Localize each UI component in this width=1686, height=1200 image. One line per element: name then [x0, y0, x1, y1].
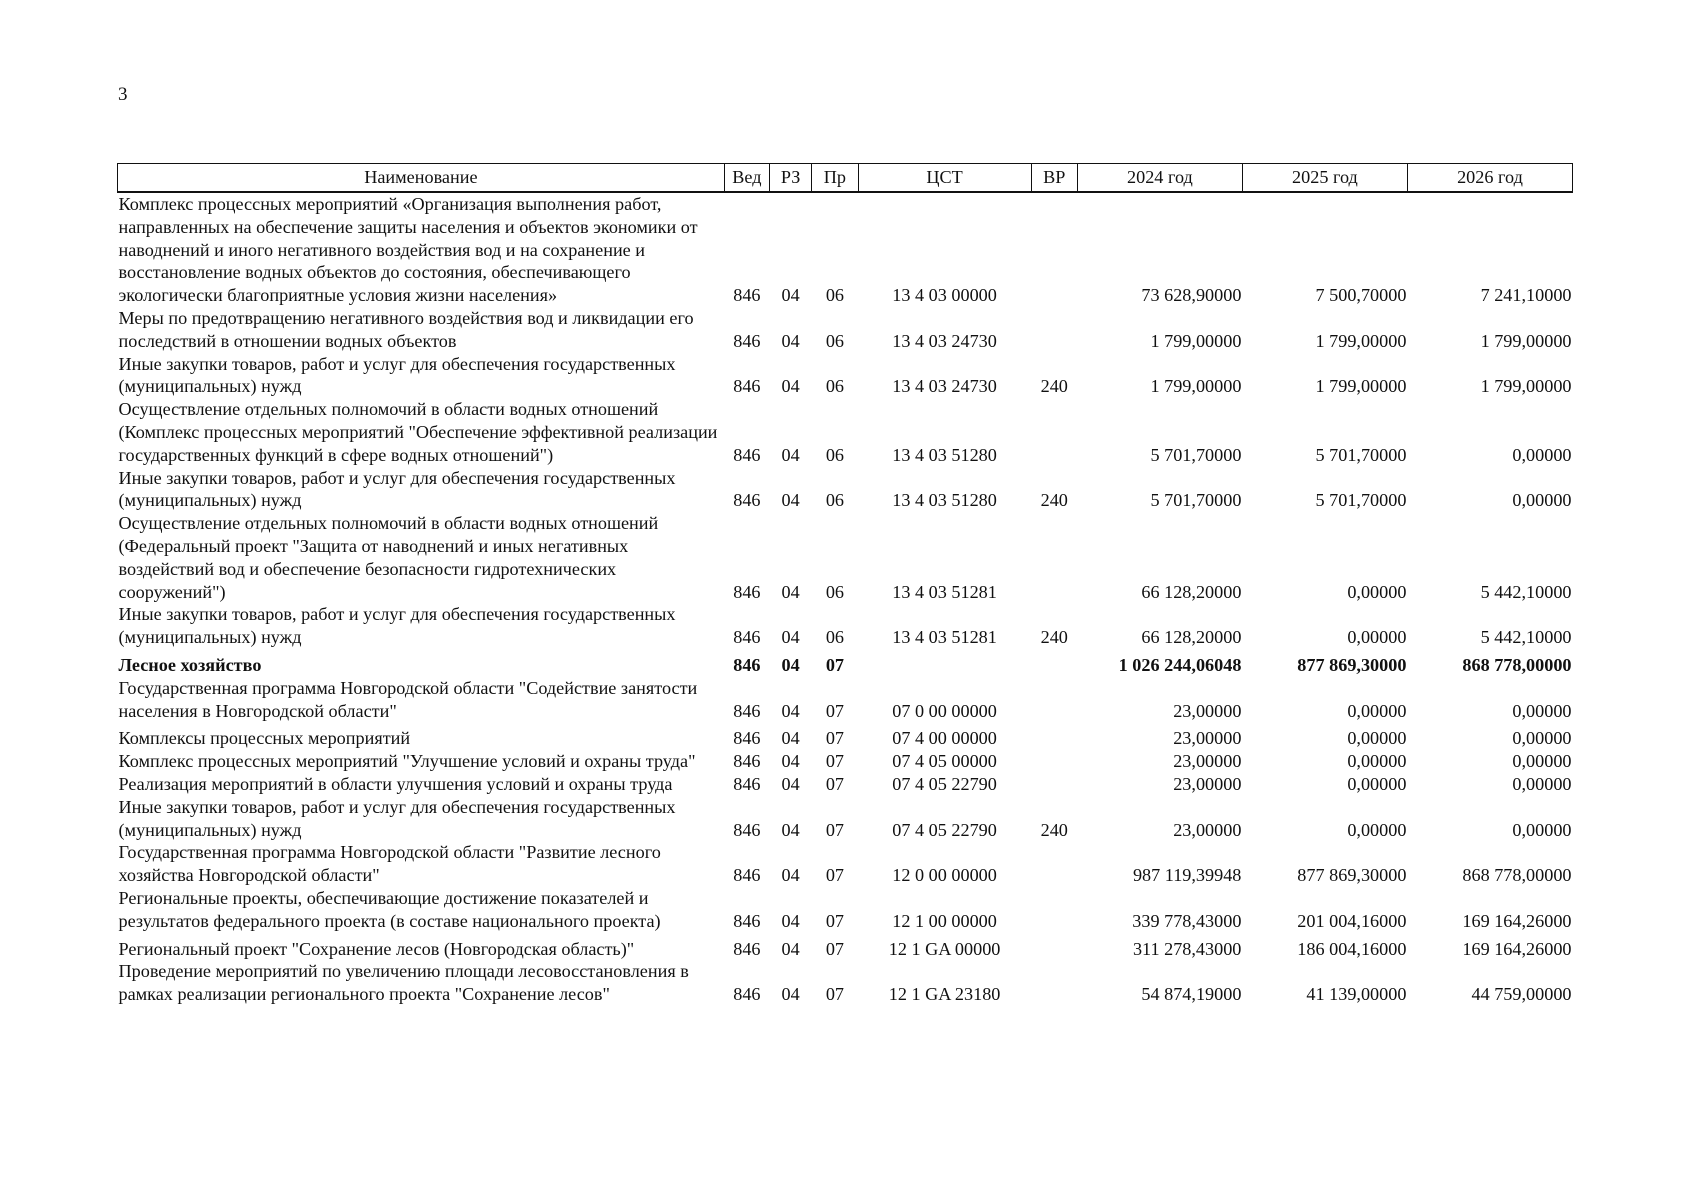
cell-cst: 13 4 03 24730 [892, 376, 997, 397]
cell-2025: 5 701,70000 [1315, 490, 1407, 511]
cell-2024: 5 701,70000 [1150, 444, 1242, 465]
cell-rz: 04 [781, 819, 800, 840]
cell-pr: 07 [825, 700, 844, 721]
cell-cst [858, 649, 1031, 677]
cell-vr [1031, 887, 1077, 933]
cell-2026: 0,00000 [1512, 773, 1572, 794]
cell-ved: 846 [733, 330, 761, 351]
cell-rz: 04 [781, 444, 800, 465]
cell-2024: 23,00000 [1173, 773, 1242, 794]
cell-vr: 240 [1040, 627, 1068, 648]
table-row [118, 467, 1573, 513]
cell-2026: 0,00000 [1512, 490, 1572, 511]
cell-rz: 04 [781, 581, 800, 602]
table-row [118, 722, 1573, 750]
cell-2025: 0,00000 [1347, 627, 1407, 648]
header-vr: ВР [1031, 164, 1077, 193]
cell-ved: 846 [733, 490, 761, 511]
cell-rz: 04 [781, 751, 800, 772]
page-number: 3 [118, 84, 128, 105]
header-2024: 2024 год [1077, 164, 1242, 193]
cell-2026: 1 799,00000 [1480, 330, 1572, 351]
table-row [118, 960, 1573, 1006]
table-row [118, 841, 1573, 887]
table-row [118, 307, 1573, 353]
cell-cst: 12 1 GA 23180 [888, 984, 1001, 1005]
cell-pr: 06 [825, 330, 844, 351]
cell-rz: 04 [781, 285, 800, 306]
cell-2026: 5 442,10000 [1480, 581, 1572, 602]
cell-2025: 0,00000 [1347, 819, 1407, 840]
cell-name: Лесное хозяйство [118, 654, 262, 675]
cell-2025: 0,00000 [1347, 581, 1407, 602]
cell-ved: 846 [733, 581, 761, 602]
cell-vr [1031, 722, 1077, 750]
header-name: Наименование [118, 164, 725, 193]
header-ved: Вед [724, 164, 769, 193]
cell-name: Комплекс процессных мероприятий «Организация выполнения работ, направленных на обеспечение защиты населения и объектов экономики от наводнений и иного негативного воздействия вод и на сохранение и восстановление водных объектов до состояния, обеспечивающего экологически благоприятные условия жизни населения» [118, 194, 698, 306]
cell-vr [1031, 773, 1077, 796]
cell-name: Иные закупки товаров, работ и услуг для обеспечения государственных (муниципальных) нужд [118, 796, 676, 840]
cell-ved: 846 [733, 938, 761, 959]
cell-2025: 0,00000 [1347, 751, 1407, 772]
cell-2024: 23,00000 [1173, 728, 1242, 749]
cell-2025: 0,00000 [1347, 700, 1407, 721]
table-row [118, 353, 1573, 399]
cell-2026: 169 164,26000 [1462, 910, 1572, 931]
cell-name: Проведение мероприятий по увеличению площади лесовосстановления в рамках реализации регионального проекта "Сохранение лесов" [118, 961, 689, 1005]
cell-pr: 07 [825, 751, 844, 772]
cell-2024: 66 128,20000 [1141, 627, 1242, 648]
cell-vr [1031, 192, 1077, 307]
cell-ved: 846 [733, 728, 761, 749]
cell-2026: 44 759,00000 [1471, 984, 1572, 1005]
cell-cst: 13 4 03 51280 [892, 444, 997, 465]
cell-name: Иные закупки товаров, работ и услуг для обеспечения государственных (муниципальных) нужд [118, 353, 676, 397]
cell-pr: 06 [825, 581, 844, 602]
cell-name: Реализация мероприятий в области улучшения условий и охраны труда [118, 773, 673, 794]
cell-2025: 0,00000 [1347, 773, 1407, 794]
cell-cst: 13 4 03 51281 [892, 627, 997, 648]
cell-2024: 23,00000 [1173, 751, 1242, 772]
cell-name: Иные закупки товаров, работ и услуг для обеспечения государственных (муниципальных) нужд [118, 467, 676, 511]
cell-name: Региональный проект "Сохранение лесов (Новгородская область)" [118, 938, 635, 959]
budget-table [117, 163, 1573, 1006]
cell-ved: 846 [733, 444, 761, 465]
cell-cst: 13 4 03 51280 [892, 490, 997, 511]
cell-cst: 13 4 03 00000 [892, 285, 997, 306]
cell-2025: 0,00000 [1347, 728, 1407, 749]
cell-name: Государственная программа Новгородской области "Развитие лесного хозяйства Новгородской области" [118, 842, 661, 886]
cell-rz: 04 [781, 910, 800, 931]
cell-2025: 201 004,16000 [1297, 910, 1407, 931]
header-rz: РЗ [770, 164, 812, 193]
table-row [118, 398, 1573, 466]
cell-cst: 12 1 00 00000 [892, 910, 997, 931]
cell-2024: 5 701,70000 [1150, 490, 1242, 511]
cell-2026: 1 799,00000 [1480, 376, 1572, 397]
cell-name: Государственная программа Новгородской области "Содействие занятости населения в Новгородской области" [118, 677, 698, 721]
cell-vr [1031, 677, 1077, 723]
table-row [118, 796, 1573, 842]
header-cst: ЦСТ [858, 164, 1031, 193]
cell-pr: 07 [825, 865, 844, 886]
cell-cst: 07 4 00 00000 [892, 728, 997, 749]
cell-2024: 339 778,43000 [1132, 910, 1242, 931]
cell-2025: 1 799,00000 [1315, 330, 1407, 351]
cell-rz: 04 [781, 654, 800, 675]
table-row [118, 512, 1573, 603]
table-header-row [118, 164, 1573, 193]
cell-2024: 73 628,90000 [1141, 285, 1242, 306]
cell-2024: 23,00000 [1173, 700, 1242, 721]
cell-2025: 7 500,70000 [1315, 285, 1407, 306]
cell-ved: 846 [733, 984, 761, 1005]
table-row [118, 773, 1573, 796]
cell-rz: 04 [781, 627, 800, 648]
table-body [118, 192, 1573, 1006]
cell-ved: 846 [733, 627, 761, 648]
cell-2026: 0,00000 [1512, 751, 1572, 772]
header-2026: 2026 год [1407, 164, 1572, 193]
header-2025: 2025 год [1242, 164, 1407, 193]
table-row [118, 677, 1573, 723]
cell-2026: 169 164,26000 [1462, 938, 1572, 959]
cell-cst: 13 4 03 24730 [892, 330, 997, 351]
cell-vr [1031, 933, 1077, 961]
cell-pr: 07 [825, 773, 844, 794]
cell-2026: 0,00000 [1512, 728, 1572, 749]
cell-pr: 07 [825, 819, 844, 840]
cell-2026: 868 778,00000 [1462, 654, 1572, 675]
cell-name: Осуществление отдельных полномочий в области водных отношений (Комплекс процессных мероприятий "Обеспечение эффективной реализации государственных функций в сфере водных отношений") [118, 399, 718, 465]
cell-2024: 54 874,19000 [1141, 984, 1242, 1005]
table-row [118, 649, 1573, 677]
cell-2026: 0,00000 [1512, 819, 1572, 840]
cell-2025: 877 869,30000 [1297, 865, 1407, 886]
cell-rz: 04 [781, 865, 800, 886]
cell-2026: 0,00000 [1512, 444, 1572, 465]
cell-ved: 846 [733, 773, 761, 794]
cell-vr: 240 [1040, 819, 1068, 840]
cell-2024: 1 799,00000 [1150, 330, 1242, 351]
cell-2026: 5 442,10000 [1480, 627, 1572, 648]
cell-2025: 1 799,00000 [1315, 376, 1407, 397]
cell-ved: 846 [733, 285, 761, 306]
table-row [118, 603, 1573, 649]
table-row [118, 192, 1573, 307]
cell-pr: 07 [825, 910, 844, 931]
cell-cst: 07 4 05 22790 [892, 773, 997, 794]
cell-rz: 04 [781, 728, 800, 749]
cell-rz: 04 [781, 376, 800, 397]
cell-cst: 07 4 05 00000 [892, 751, 997, 772]
cell-name: Меры по предотвращению негативного воздействия вод и ликвидации его последствий в отношении водных объектов [118, 307, 694, 351]
cell-vr [1031, 750, 1077, 773]
cell-name: Региональные проекты, обеспечивающие достижение показателей и результатов федерального проекта (в составе национального проекта) [118, 887, 661, 931]
table-row [118, 933, 1573, 961]
cell-2024: 66 128,20000 [1141, 581, 1242, 602]
cell-ved: 846 [733, 654, 761, 675]
cell-2026: 7 241,10000 [1480, 285, 1572, 306]
table-row [118, 750, 1573, 773]
cell-pr: 06 [825, 444, 844, 465]
cell-ved: 846 [733, 865, 761, 886]
cell-pr: 07 [825, 938, 844, 959]
cell-rz: 04 [781, 490, 800, 511]
cell-cst: 07 0 00 00000 [892, 700, 997, 721]
cell-2024: 311 278,43000 [1132, 938, 1242, 959]
table-row [118, 887, 1573, 933]
cell-2026: 0,00000 [1512, 700, 1572, 721]
cell-ved: 846 [733, 910, 761, 931]
header-pr: Пр [812, 164, 858, 193]
cell-vr [1031, 307, 1077, 353]
cell-vr [1031, 398, 1077, 466]
cell-2024: 23,00000 [1173, 819, 1242, 840]
cell-name: Осуществление отдельных полномочий в области водных отношений (Федеральный проект "Защита от наводнений и иных негативных воздействий вод и обеспечение безопасности гидротехнических сооружений") [118, 513, 659, 602]
cell-2025: 5 701,70000 [1315, 444, 1407, 465]
cell-pr: 06 [825, 627, 844, 648]
cell-cst: 12 1 GA 00000 [888, 938, 1001, 959]
cell-vr: 240 [1040, 490, 1068, 511]
cell-pr: 07 [825, 728, 844, 749]
cell-vr [1031, 649, 1077, 677]
cell-cst: 12 0 00 00000 [892, 865, 997, 886]
cell-ved: 846 [733, 376, 761, 397]
cell-2025: 41 139,00000 [1306, 984, 1407, 1005]
cell-rz: 04 [781, 700, 800, 721]
cell-vr [1031, 512, 1077, 603]
cell-name: Комплекс процессных мероприятий "Улучшение условий и охраны труда" [118, 751, 696, 772]
cell-pr: 06 [825, 285, 844, 306]
cell-rz: 04 [781, 773, 800, 794]
cell-2024: 1 026 244,06048 [1118, 654, 1242, 675]
cell-vr: 240 [1040, 376, 1068, 397]
cell-pr: 06 [825, 376, 844, 397]
cell-rz: 04 [781, 938, 800, 959]
cell-2026: 868 778,00000 [1462, 865, 1572, 886]
cell-2025: 186 004,16000 [1297, 938, 1407, 959]
cell-2024: 1 799,00000 [1150, 376, 1242, 397]
cell-cst: 13 4 03 51281 [892, 581, 997, 602]
cell-2025: 877 869,30000 [1297, 654, 1407, 675]
cell-rz: 04 [781, 984, 800, 1005]
cell-vr [1031, 841, 1077, 887]
cell-pr: 07 [825, 984, 844, 1005]
cell-pr: 07 [825, 654, 844, 675]
cell-vr [1031, 960, 1077, 1006]
cell-cst: 07 4 05 22790 [892, 819, 997, 840]
cell-2024: 987 119,39948 [1132, 865, 1242, 886]
cell-name: Комплексы процессных мероприятий [118, 728, 411, 749]
cell-ved: 846 [733, 819, 761, 840]
cell-ved: 846 [733, 700, 761, 721]
cell-rz: 04 [781, 330, 800, 351]
cell-ved: 846 [733, 751, 761, 772]
cell-name: Иные закупки товаров, работ и услуг для обеспечения государственных (муниципальных) нужд [118, 604, 676, 648]
cell-pr: 06 [825, 490, 844, 511]
